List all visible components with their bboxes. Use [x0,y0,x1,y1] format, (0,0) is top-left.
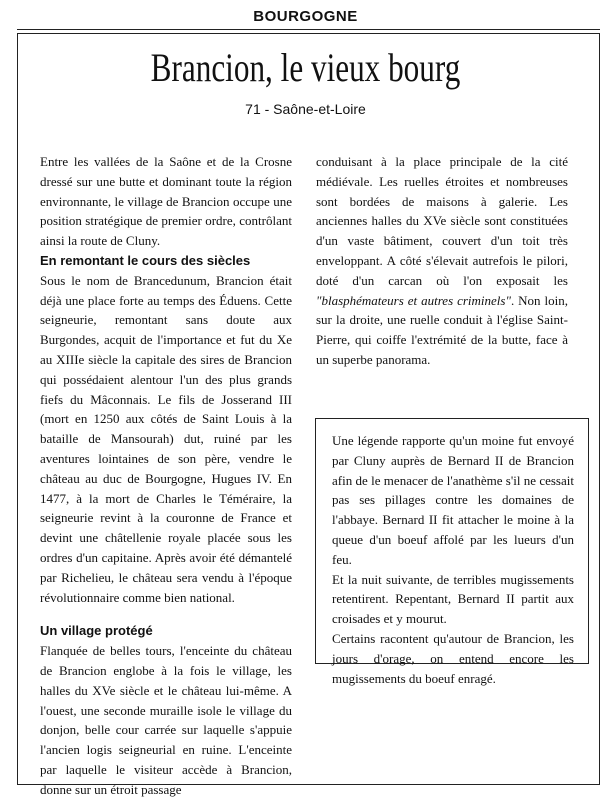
continuation-text-end: . Non loin, sur la droite, une ruelle conduit à l'église Saint-Pierre, qui coiffe l'extrémité de la butte, face à un superbe panorama. [316,292,568,367]
history-paragraph: Sous le nom de Brancedunum, Brancion était déjà une place forte au temps des Éduens. Cette seigneurie, remontant sans doute aux Burgondes, acquit de l'importance et fut du Xe au XIIIe siècle la capitale des sires de Brancion qui possédaient alentour l'un des plus grands fiefs du Mâconnais. Le fils de Josserand III (mort en 1250 aux côtés de Saint Louis à la bataille de Mansourah) dut, ruiné par les aventures lointaines de son père, vendre le château au duc de Bourgogne, Hugues IV. En 1477, à la mort de Charles le Téméraire, la seigneurie revint à la couronne de France et devint une châtellenie royale placée sous les ordres d'un capitaine. Après avoir été démantelé par Richelieu, le château sera vendu à l'époque révolutionnaire comme bien national. [40,272,292,605]
header-divider [17,29,600,30]
page-subtitle: 71 - Saône-et-Loire [245,101,366,117]
legend-box [315,418,589,686]
legend-paragraph-1: Une légende rapporte qu'un moine fut envoyé par Cluny auprès de Bernard II de Brancion afin de le menacer de l'anathème s'il ne cessait pas ses pillages contre les domaines de l'abbaye. Bernard II fit attacher le moine à la queue d'un boeuf affolé par les lueurs d'un feu. [332,433,574,567]
region-label: BOURGOGNE [253,8,358,25]
continuation-paragraph [316,152,568,370]
right-column [316,152,568,370]
page-title: Brancion, le vieux bourg [150,45,461,90]
quoted-phrase: "blasphémateurs et autres criminels" [316,292,511,308]
left-column [40,152,292,800]
intro-paragraph: Entre les vallées de la Saône et de la Crosne dressé sur une butte et dominant toute la région environnante, le village de Brancion occupe une position stratégique de premier ordre, contrôlant ainsi la route de Cluny. [40,154,292,249]
legend-paragraph-3: Certains racontent qu'autour de Brancion, les jours d'orage, on entend encore les mugissements du boeuf enragé. [332,630,574,686]
continuation-text-start: conduisant à la place principale de la cité médiévale. Les ruelles étroites et nombreuses sont bordées de maisons à galerie. Les anciennes halles du XVe siècle sont constituées d'un vaste bâtiment, couvert d'un toit très enveloppant. A côté s'élevait autrefois le pilori, doté d'un carcan où l'on exposait les [316,154,568,288]
section-heading-village: Un village protégé [40,623,153,639]
village-paragraph: Flanquée de belles tours, l'enceinte du château de Brancion englobe à la fois le village, les halles du XVe siècle et le château lui-même. A l'ouest, une seconde muraille isole le village du donjon, belle cour carrée sur laquelle s'appuie l'ancien logis seigneurial en ruine. L'enceinte par laquelle le visiteur accède à Brancion, donne sur un étroit passage [40,643,292,797]
section-heading-history: En remontant le cours des siècles [40,252,251,268]
legend-paragraph-2: Et la nuit suivante, de terribles mugissements retentirent. Repentant, Bernard II partit aux croisades et y mourut. [332,571,574,627]
